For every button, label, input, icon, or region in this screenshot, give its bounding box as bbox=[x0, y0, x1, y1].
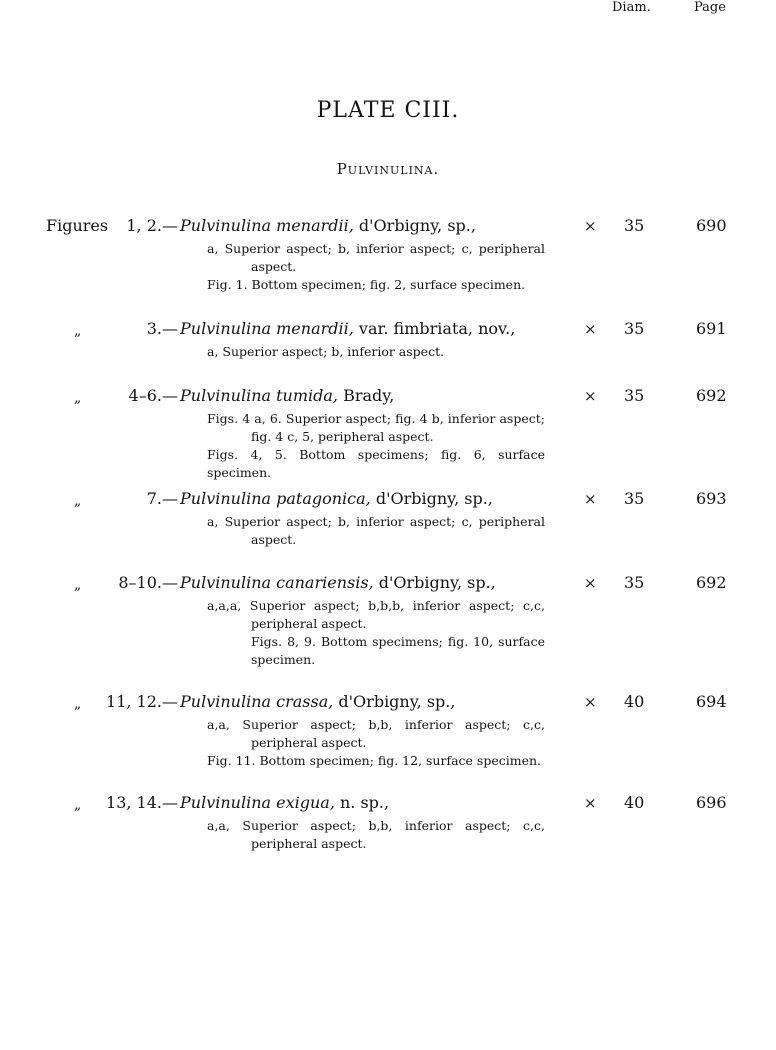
species-name bbox=[180, 319, 515, 338]
figure-numbers: 11, 12.— bbox=[106, 692, 178, 711]
diameter-value: 35 bbox=[624, 386, 645, 405]
species-authority: Brady, bbox=[338, 386, 395, 405]
diameter-value: 40 bbox=[624, 793, 645, 812]
genus-name: Pulvinulina bbox=[180, 386, 272, 405]
ditto-mark: „ bbox=[74, 696, 82, 712]
ditto-mark: „ bbox=[74, 493, 82, 509]
figure-description: a,a, Superior aspect; b,b, inferior aspect; c,c, peripheral aspect. bbox=[207, 717, 545, 750]
plate-entry bbox=[0, 319, 776, 361]
species-authority: var. fimbriata, nov., bbox=[353, 319, 516, 338]
species-epithet: patagonica, bbox=[276, 489, 371, 508]
diameter-value: 40 bbox=[624, 692, 645, 711]
diameter-value: 35 bbox=[624, 489, 645, 508]
specimen-note: Fig. 1. Bottom specimen; fig. 2, surface specimen. bbox=[207, 277, 526, 292]
genus-name: Pulvinulina bbox=[180, 793, 272, 812]
magnification-sign: × bbox=[584, 490, 597, 508]
page-number: 694 bbox=[696, 692, 727, 711]
plate-entry bbox=[0, 573, 776, 669]
plate-entry bbox=[0, 489, 776, 549]
species-epithet: menardii, bbox=[276, 216, 354, 235]
genus-name: Pulvinulina bbox=[180, 216, 272, 235]
section-title: Pulvinulina. bbox=[336, 160, 440, 178]
species-name bbox=[180, 573, 496, 592]
magnification-sign: × bbox=[584, 217, 597, 235]
species-epithet: exigua, bbox=[276, 793, 335, 812]
magnification-sign: × bbox=[584, 794, 597, 812]
species-epithet: crassa, bbox=[276, 692, 334, 711]
figure-description: a, Superior aspect; b, inferior aspect. bbox=[207, 344, 445, 359]
diameter-value: 35 bbox=[624, 573, 645, 592]
ditto-mark: „ bbox=[74, 797, 82, 813]
genus-name: Pulvinulina bbox=[180, 489, 272, 508]
page-number: 696 bbox=[696, 793, 727, 812]
page-number: 691 bbox=[696, 319, 727, 338]
figure-numbers: 4–6.— bbox=[128, 386, 178, 405]
species-epithet: tumida, bbox=[276, 386, 339, 405]
plate-title: PLATE CIII. bbox=[316, 98, 460, 123]
plate-entry bbox=[0, 793, 776, 853]
page-number: 693 bbox=[696, 489, 727, 508]
species-name bbox=[180, 692, 455, 711]
figure-numbers: 8–10.— bbox=[118, 573, 178, 592]
diameter-value: 35 bbox=[624, 319, 645, 338]
page-number: 692 bbox=[696, 573, 727, 592]
species-name bbox=[180, 216, 476, 235]
ditto-mark: „ bbox=[74, 390, 82, 406]
species-authority: d'Orbigny, sp., bbox=[333, 692, 456, 711]
species-authority: d'Orbigny, sp., bbox=[353, 216, 476, 235]
figure-description: a, Superior aspect; b, inferior aspect; c, peripheral aspect. bbox=[207, 241, 545, 274]
species-name bbox=[180, 489, 493, 508]
figures-label: Figures bbox=[46, 216, 109, 235]
magnification-sign: × bbox=[584, 693, 597, 711]
specimen-note: Fig. 11. Bottom specimen; fig. 12, surface specimen. bbox=[207, 753, 541, 768]
species-name bbox=[180, 386, 394, 405]
figure-numbers: 3.— bbox=[146, 319, 178, 338]
ditto-mark: „ bbox=[74, 577, 82, 593]
species-authority: d'Orbigny, sp., bbox=[373, 573, 496, 592]
species-name bbox=[180, 793, 389, 812]
specimen-note: Figs. 4, 5. Bottom specimens; fig. 6, surface specimen. bbox=[207, 447, 545, 480]
species-authority: d'Orbigny, sp., bbox=[370, 489, 493, 508]
page-column-header: Page bbox=[694, 0, 726, 15]
magnification-sign: × bbox=[584, 574, 597, 592]
genus-name: Pulvinulina bbox=[180, 573, 272, 592]
diam-column-header: Diam. bbox=[612, 0, 651, 15]
species-epithet: canariensis, bbox=[276, 573, 374, 592]
plate-entry bbox=[0, 692, 776, 770]
plate-entry bbox=[0, 386, 776, 482]
species-epithet: menardii, bbox=[276, 319, 354, 338]
genus-name: Pulvinulina bbox=[180, 692, 272, 711]
figure-description: a, Superior aspect; b, inferior aspect; c, peripheral aspect. bbox=[207, 514, 545, 547]
diameter-value: 35 bbox=[624, 216, 645, 235]
figure-numbers: 13, 14.— bbox=[106, 793, 178, 812]
ditto-mark: „ bbox=[74, 323, 82, 339]
figure-description: Figs. 4 a, 6. Superior aspect; fig. 4 b, inferior aspect; fig. 4 c, 5, peripheral aspect. bbox=[207, 411, 545, 444]
species-authority: n. sp., bbox=[334, 793, 390, 812]
page-number: 690 bbox=[696, 216, 727, 235]
figure-numbers: 7.— bbox=[146, 489, 178, 508]
magnification-sign: × bbox=[584, 387, 597, 405]
figure-numbers: 1, 2.— bbox=[126, 216, 178, 235]
plate-entry bbox=[0, 216, 776, 294]
genus-name: Pulvinulina bbox=[180, 319, 272, 338]
figure-description: a,a,a, Superior aspect; b,b,b, inferior aspect; c,c, peripheral aspect. bbox=[207, 598, 545, 631]
magnification-sign: × bbox=[584, 320, 597, 338]
figure-description: a,a, Superior aspect; b,b, inferior aspect; c,c, peripheral aspect. bbox=[207, 818, 545, 851]
specimen-note: Figs. 8, 9. Bottom specimens; fig. 10, surface specimen. bbox=[251, 634, 545, 667]
page-number: 692 bbox=[696, 386, 727, 405]
